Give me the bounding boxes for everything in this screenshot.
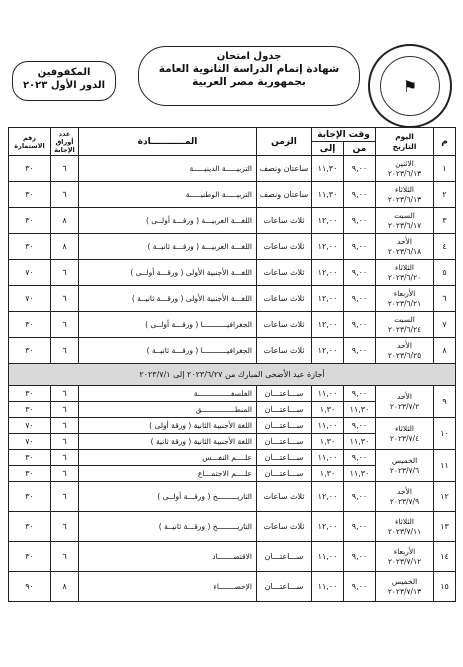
row-number: ١٤: [434, 542, 456, 572]
from-time: ٩,٠٠: [344, 512, 376, 542]
row-number: ١٠: [434, 418, 456, 450]
subject: اللغة الأجنبية الثانية ( ورقة أولى ): [79, 418, 257, 434]
col-header-answer-time: وقت الإجابة: [312, 128, 376, 142]
from-time: ٩,٠٠: [344, 208, 376, 234]
exam-date: ٢٠٢٣/٦/١٨: [387, 246, 422, 256]
day-name: الخميس: [391, 455, 418, 465]
exam-date: ٢٠٢٣/٧/١٣: [387, 586, 422, 596]
subject: الاقتصـــــــاد: [79, 542, 257, 572]
duration: ثلاث ساعات: [257, 208, 312, 234]
to-time: ١,٣٠: [312, 402, 344, 418]
answer-sheets-count: ٦: [51, 542, 79, 572]
from-time: ٩,٠٠: [344, 156, 376, 182]
day-name: الثلاثاء: [395, 423, 415, 433]
form-number: ٣٠: [9, 156, 51, 182]
to-time: ١١,٣٠: [312, 182, 344, 208]
answer-sheets-count: ٦: [51, 260, 79, 286]
subject: التاريـــــــــخ ( ورقـــة أولــى ): [79, 482, 257, 512]
exam-date: ٢٠٢٣/٦/٢٥: [387, 350, 422, 360]
day-date-cell: [376, 450, 434, 482]
subject: التاريـــــــــخ ( ورقـــة ثانيــة ): [79, 512, 257, 542]
form-number: ٧٠: [9, 286, 51, 312]
from-time: ٩,٠٠: [344, 482, 376, 512]
from-time: ١١,٣٠: [344, 434, 376, 450]
duration: ثلاث ساعات: [257, 286, 312, 312]
table-row: [9, 338, 456, 364]
form-number: ٧٠: [9, 260, 51, 286]
duration: ســـاعتـــان: [257, 434, 312, 450]
table-row: [9, 260, 456, 286]
exam-round: الدور الأول ٢٠٢٣: [22, 80, 106, 91]
to-time: ١٢,٠٠: [312, 286, 344, 312]
col-header-day-date: [376, 128, 434, 156]
table-row: [9, 156, 456, 182]
from-time: ٩,٠٠: [344, 286, 376, 312]
subject: التربيـــــة الوطنيـــــة: [79, 182, 257, 208]
day-name: الثلاثاء: [395, 184, 415, 194]
duration: ثلاث ساعات: [257, 512, 312, 542]
table-row: [9, 512, 456, 542]
subject: اللغـــة الأجنبية الأولى ( ورقـــة أولــى ): [79, 260, 257, 286]
exam-date: ٢٠٢٣/٧/٩: [389, 496, 420, 506]
table-row: [9, 312, 456, 338]
from-time: ١١,٣٠: [344, 466, 376, 482]
from-time: ٩,٠٠: [344, 542, 376, 572]
day-name: الأربعاء: [393, 546, 416, 556]
day-name: الثلاثاء: [395, 262, 415, 272]
row-number: ٩: [434, 386, 456, 418]
answer-sheets-count: ٨: [51, 234, 79, 260]
category-box: [12, 61, 116, 101]
table-row: [9, 418, 456, 434]
day-date-cell: [376, 234, 434, 260]
row-number: ٦: [434, 286, 456, 312]
subject: الإحصـــــــاء: [79, 572, 257, 602]
to-time: ١٢,٠٠: [312, 208, 344, 234]
to-time: ١١,٠٠: [312, 542, 344, 572]
form-number: ٣٠: [9, 234, 51, 260]
subject: التربيـــــة الدينيـــــة: [79, 156, 257, 182]
answer-sheets-count: ٦: [51, 286, 79, 312]
form-number: ٣٠: [9, 402, 51, 418]
col-header-from: من: [344, 142, 376, 156]
day-date-cell: [376, 208, 434, 234]
from-time: ١١,٣٠: [344, 402, 376, 418]
col-header-sheets: عدد أوراق الإجابة: [51, 128, 79, 156]
day-date-cell: [376, 312, 434, 338]
to-time: ١,٣٠: [312, 466, 344, 482]
col-header-subject: المـــــــــــادة: [79, 128, 257, 156]
subject: اللغـــة الأجنبية الأولى ( ورقـــة ثانيــة ): [79, 286, 257, 312]
exam-date: ٢٠٢٣/٧/٢: [389, 401, 420, 411]
table-row: [9, 386, 456, 402]
schedule-body: [9, 156, 456, 602]
subject: الفلسفـــــــــــــــة: [79, 386, 257, 402]
to-time: ١,٣٠: [312, 434, 344, 450]
day-date-cell: [376, 572, 434, 602]
form-number: ٧٠: [9, 434, 51, 450]
col-header-day: اليوم: [395, 131, 414, 141]
from-time: ٩,٠٠: [344, 260, 376, 286]
answer-sheets-count: ٨: [51, 208, 79, 234]
title-line-1: جدول امتحان: [216, 51, 282, 62]
exam-date: ٢٠٢٣/٦/٢١: [387, 298, 422, 308]
duration: ثلاث ساعات: [257, 482, 312, 512]
col-header-to: إلى: [312, 142, 344, 156]
row-number: ١: [434, 156, 456, 182]
title-box: [138, 46, 360, 106]
title-line-2: شهادة إتمام الدراسة الثانوية العامة: [158, 63, 340, 75]
form-number: ٧٠: [9, 418, 51, 434]
day-date-cell: [376, 182, 434, 208]
day-date-cell: [376, 156, 434, 182]
answer-sheets-count: ٦: [51, 512, 79, 542]
duration: ساعتان ونصف: [257, 182, 312, 208]
exam-date: ٢٠٢٣/٦/١٣: [387, 168, 422, 178]
duration: ســـاعتـــان: [257, 572, 312, 602]
day-date-cell: [376, 418, 434, 450]
day-name: السبت: [394, 314, 415, 324]
row-number: ١٣: [434, 512, 456, 542]
duration: ســـاعتـــان: [257, 402, 312, 418]
day-date-cell: [376, 512, 434, 542]
table-row: [9, 208, 456, 234]
col-header-date: التاريخ: [392, 141, 417, 151]
schedule-table: [8, 127, 456, 602]
to-time: ١١,٣٠: [312, 156, 344, 182]
row-number: ٥: [434, 260, 456, 286]
day-date-cell: [376, 386, 434, 418]
table-row: [9, 182, 456, 208]
form-number: ٣٠: [9, 466, 51, 482]
exam-date: ٢٠٢٣/٦/١٧: [387, 220, 422, 230]
form-number: ٣٠: [9, 542, 51, 572]
table-row: [9, 542, 456, 572]
subject: الجغرافيـــــــــــا ( ورقـــة أولــى ): [79, 312, 257, 338]
day-name: الأحد: [397, 236, 412, 246]
subject: اللغـــة العربيـــة ( ورقـــة ثانيــة ): [79, 234, 257, 260]
answer-sheets-count: ٦: [51, 156, 79, 182]
from-time: ٩,٠٠: [344, 182, 376, 208]
answer-sheets-count: ٦: [51, 182, 79, 208]
category-name: المكفوفين: [37, 67, 91, 78]
form-number: ٣٠: [9, 312, 51, 338]
exam-date: ٢٠٢٣/٦/٢٠: [387, 272, 422, 282]
day-date-cell: [376, 542, 434, 572]
duration: ســـاعتـــان: [257, 418, 312, 434]
to-time: ١٢,٠٠: [312, 312, 344, 338]
ministry-seal-logo: [368, 44, 452, 128]
col-header-duration: الزمن: [257, 128, 312, 156]
row-number: ٤: [434, 234, 456, 260]
to-time: ١١,٠٠: [312, 572, 344, 602]
from-time: ٩,٠٠: [344, 450, 376, 466]
form-number: ٣٠: [9, 512, 51, 542]
answer-sheets-count: ٦: [51, 402, 79, 418]
form-number: ٣٠: [9, 450, 51, 466]
answer-sheets-count: ٦: [51, 338, 79, 364]
to-time: ١١,٠٠: [312, 450, 344, 466]
row-number: ٣: [434, 208, 456, 234]
subject: المنطـــــــــــــــق: [79, 402, 257, 418]
from-time: ٩,٠٠: [344, 386, 376, 402]
to-time: ١٢,٠٠: [312, 338, 344, 364]
form-number: ٩٠: [9, 572, 51, 602]
subject: الجغرافيـــــــــــا ( ورقـــة ثانيــة ): [79, 338, 257, 364]
eagle-emblem-icon: ⚑: [380, 56, 440, 116]
subject: اللغة الأجنبية الثانية ( ورقة ثانية ): [79, 434, 257, 450]
answer-sheets-count: ٦: [51, 434, 79, 450]
day-name: الاثنين: [395, 158, 414, 168]
exam-date: ٢٠٢٣/٧/٦: [389, 465, 420, 475]
exam-date: ٢٠٢٣/٧/١٢: [387, 556, 422, 566]
to-time: ١١,٠٠: [312, 386, 344, 402]
duration: ثلاث ساعات: [257, 234, 312, 260]
day-name: الأحد: [397, 486, 412, 496]
form-number: ٣٠: [9, 182, 51, 208]
from-time: ٩,٠٠: [344, 338, 376, 364]
to-time: ١٢,٠٠: [312, 260, 344, 286]
to-time: ١٢,٠٠: [312, 234, 344, 260]
subject: علــــم الاجتمـــاع: [79, 466, 257, 482]
duration: ســـاعتـــان: [257, 542, 312, 572]
answer-sheets-count: ٦: [51, 482, 79, 512]
row-number: ١٢: [434, 482, 456, 512]
row-number: ٢: [434, 182, 456, 208]
holiday-row: [9, 364, 456, 386]
day-name: الثلاثاء: [395, 516, 415, 526]
day-date-cell: [376, 286, 434, 312]
subject: اللغـــة العربيـــة ( ورقـــة أولــى ): [79, 208, 257, 234]
answer-sheets-count: ٦: [51, 312, 79, 338]
duration: ثلاث ساعات: [257, 260, 312, 286]
to-time: ١٢,٠٠: [312, 482, 344, 512]
from-time: ٩,٠٠: [344, 418, 376, 434]
duration: ثلاث ساعات: [257, 338, 312, 364]
day-name: السبت: [394, 210, 415, 220]
row-number: ٨: [434, 338, 456, 364]
duration: ســـاعتـــان: [257, 466, 312, 482]
col-header-num: م: [434, 128, 456, 156]
duration: ثلاث ساعات: [257, 312, 312, 338]
from-time: ٩,٠٠: [344, 312, 376, 338]
table-row: [9, 482, 456, 512]
form-number: ٣٠: [9, 482, 51, 512]
row-number: ١٥: [434, 572, 456, 602]
exam-date: ٢٠٢٣/٧/٤: [389, 433, 420, 443]
day-date-cell: [376, 482, 434, 512]
duration: ساعتان ونصف: [257, 156, 312, 182]
day-name: الأحد: [397, 391, 412, 401]
to-time: ١١,٠٠: [312, 418, 344, 434]
from-time: ٩,٠٠: [344, 572, 376, 602]
duration: ســـاعتـــان: [257, 386, 312, 402]
holiday-notice: أجازة عيد الأضحى المبارك من ٢٠٢٣/٦/٢٧ إلى ٢٠٢٣/٧/١: [9, 364, 456, 386]
table-row: [9, 234, 456, 260]
table-row: [9, 450, 456, 466]
form-number: ٣٠: [9, 338, 51, 364]
col-header-form: رقم الاستمارة: [9, 128, 51, 156]
answer-sheets-count: ٨: [51, 572, 79, 602]
row-number: ١١: [434, 450, 456, 482]
form-number: ٣٠: [9, 386, 51, 402]
day-date-cell: [376, 260, 434, 286]
day-date-cell: [376, 338, 434, 364]
table-row: [9, 572, 456, 602]
exam-date: ٢٠٢٣/٦/١٣: [387, 194, 422, 204]
exam-date: ٢٠٢٣/٧/١١: [387, 526, 422, 536]
duration: ســـاعتـــان: [257, 450, 312, 466]
title-line-3: بجمهورية مصر العربية: [192, 76, 306, 88]
day-name: الخميس: [391, 576, 418, 586]
to-time: ١٢,٠٠: [312, 512, 344, 542]
form-number: ٣٠: [9, 208, 51, 234]
exam-date: ٢٠٢٣/٦/٢٤: [387, 324, 422, 334]
day-name: الأربعاء: [393, 288, 416, 298]
answer-sheets-count: ٦: [51, 418, 79, 434]
day-name: الأحد: [397, 340, 412, 350]
answer-sheets-count: ٦: [51, 466, 79, 482]
row-number: ٧: [434, 312, 456, 338]
from-time: ٩,٠٠: [344, 234, 376, 260]
table-row: [9, 286, 456, 312]
answer-sheets-count: ٦: [51, 386, 79, 402]
answer-sheets-count: ٦: [51, 450, 79, 466]
subject: علــــم النفـــس: [79, 450, 257, 466]
